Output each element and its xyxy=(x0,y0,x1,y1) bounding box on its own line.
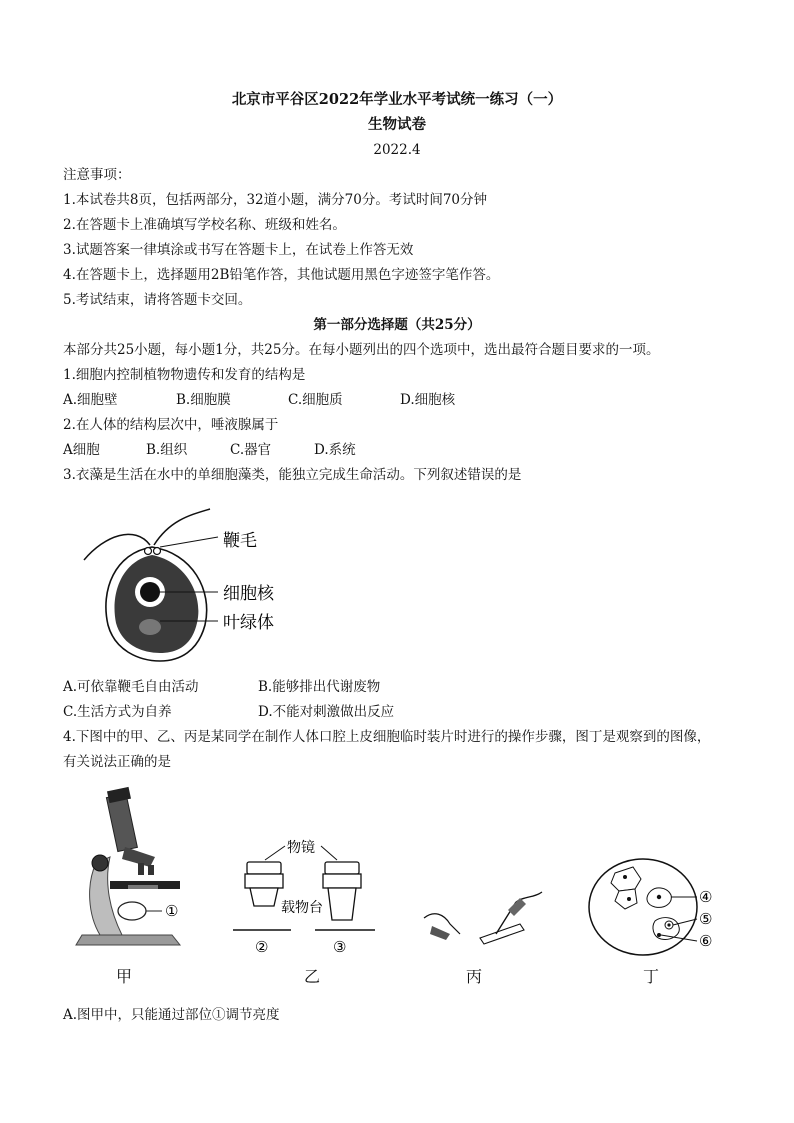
q1-option-c: C.细胞质 xyxy=(288,392,343,408)
mark-1: ① xyxy=(165,902,179,920)
caption-ding: 丁 xyxy=(643,967,660,986)
note-item-5: 5.考试结束，请将答题卡交回。 xyxy=(63,292,252,308)
q1-option-d: D.细胞核 xyxy=(400,392,456,408)
mark-5: ⑤ xyxy=(699,910,713,928)
q1-option-a: A.细胞壁 xyxy=(63,392,118,408)
q2-option-b: B.组织 xyxy=(146,442,188,458)
q3-option-a: A.可依靠鞭毛自由活动 xyxy=(63,679,199,695)
notes-heading: 注意事项： xyxy=(63,167,131,183)
cell-5-nucleus xyxy=(667,923,670,926)
cell-dot-a xyxy=(623,875,627,879)
note-item-3: 3.试题答案一律填涂或书写在答题卡上，在试卷上作答无效 xyxy=(63,242,414,258)
field-of-view xyxy=(589,859,697,955)
exam-date: 2022.4 xyxy=(373,142,421,158)
cells-view-figure xyxy=(585,855,735,965)
caption-bing: 丙 xyxy=(466,967,483,986)
glass-slide xyxy=(480,924,524,944)
cell-4-nucleus xyxy=(657,895,661,899)
mark-4: ④ xyxy=(699,888,713,906)
q2-option-c: C.器官 xyxy=(230,442,272,458)
q2-option-d: D.系统 xyxy=(314,442,356,458)
left-fingers xyxy=(430,926,450,940)
objectives-figure xyxy=(225,830,385,960)
objective-right-body xyxy=(323,874,361,888)
objective-left-cap xyxy=(247,862,281,874)
objective-lens-b xyxy=(148,865,154,875)
q3-option-b: B.能够排出代谢废物 xyxy=(258,679,381,695)
q3-stem: 3.衣藻是生活在水中的单细胞藻类，能独立完成生命活动。下列叙述错误的是 xyxy=(63,467,522,483)
label-objective: 物镜 xyxy=(287,840,315,856)
label-nucleus: 细胞核 xyxy=(223,584,274,604)
objective-right-cap xyxy=(325,862,359,874)
exam-title: 北京市平谷区2022年学业水平考试统一练习（一） xyxy=(231,91,563,108)
basal-body-left xyxy=(145,548,152,555)
q1-stem: 1.细胞内控制植物物遗传和发育的结构是 xyxy=(63,367,306,383)
caption-jia: 甲 xyxy=(116,967,133,986)
q3-option-d: D.不能对刺激做出反应 xyxy=(258,704,395,720)
objective-lens-a xyxy=(138,863,144,875)
objective-left-body xyxy=(245,874,283,888)
stage-clip xyxy=(128,885,158,889)
part1-intro: 本部分共25小题，每小题1分，共25分。在每小题列出的四个选项中，选出最符合题目要求的一项。 xyxy=(63,342,660,358)
part1-heading: 第一部分选择题（共25分） xyxy=(313,317,481,333)
chlamydomonas-figure xyxy=(80,505,300,665)
note-item-1: 1.本试卷共8页，包括两部分，32道小题，满分70分。考试时间70分钟 xyxy=(63,192,488,208)
q4-stem-line2: 有关说法正确的是 xyxy=(63,754,171,770)
microscope-base xyxy=(76,935,180,945)
note-item-2: 2.在答题卡上准确填写学校名称、班级和姓名。 xyxy=(63,217,346,233)
q1-option-b: B.细胞膜 xyxy=(176,392,231,408)
mirror xyxy=(118,902,146,920)
basal-body-right xyxy=(154,548,161,555)
q2-option-a: A细胞 xyxy=(63,442,100,458)
leader-objective-right xyxy=(321,846,337,860)
cell-dot-b xyxy=(627,897,631,901)
q3-option-c: C.生活方式为自养 xyxy=(63,704,172,720)
exam-subject: 生物试卷 xyxy=(368,116,426,133)
pyrenoid xyxy=(139,619,161,635)
label-flagellum: 鞭毛 xyxy=(223,531,257,551)
cell-6-nucleus xyxy=(657,933,661,937)
objective-right-tip xyxy=(328,888,356,920)
mark-2: ② xyxy=(255,938,269,956)
slide-prep-figure xyxy=(420,890,550,950)
caption-yi: 乙 xyxy=(304,967,321,986)
q4-stem-line1: 4.下图中的甲、乙、丙是某同学在制作人体口腔上皮细胞临时装片时进行的操作步骤，图丁是观察到的图像， xyxy=(63,729,711,745)
leader-objective-left xyxy=(265,846,285,860)
note-item-4: 4.在答题卡上，选择题用2B铅笔作答，其他试题用黑色字迹签字笔作答。 xyxy=(63,267,500,283)
coarse-knob xyxy=(92,855,108,871)
label-stage: 载物台 xyxy=(281,900,323,916)
leader-flagellum xyxy=(160,537,218,547)
q2-stem: 2.在人体的结构层次中，唾液腺属于 xyxy=(63,417,279,433)
microscope-figure xyxy=(70,785,200,950)
mark-3: ③ xyxy=(333,938,347,956)
objective-left-tip xyxy=(250,888,278,906)
q4-option-a: A.图甲中，只能通过部位①调节亮度 xyxy=(63,1007,280,1023)
label-chloroplast: 叶绿体 xyxy=(223,613,274,633)
mark-6: ⑥ xyxy=(699,932,713,950)
